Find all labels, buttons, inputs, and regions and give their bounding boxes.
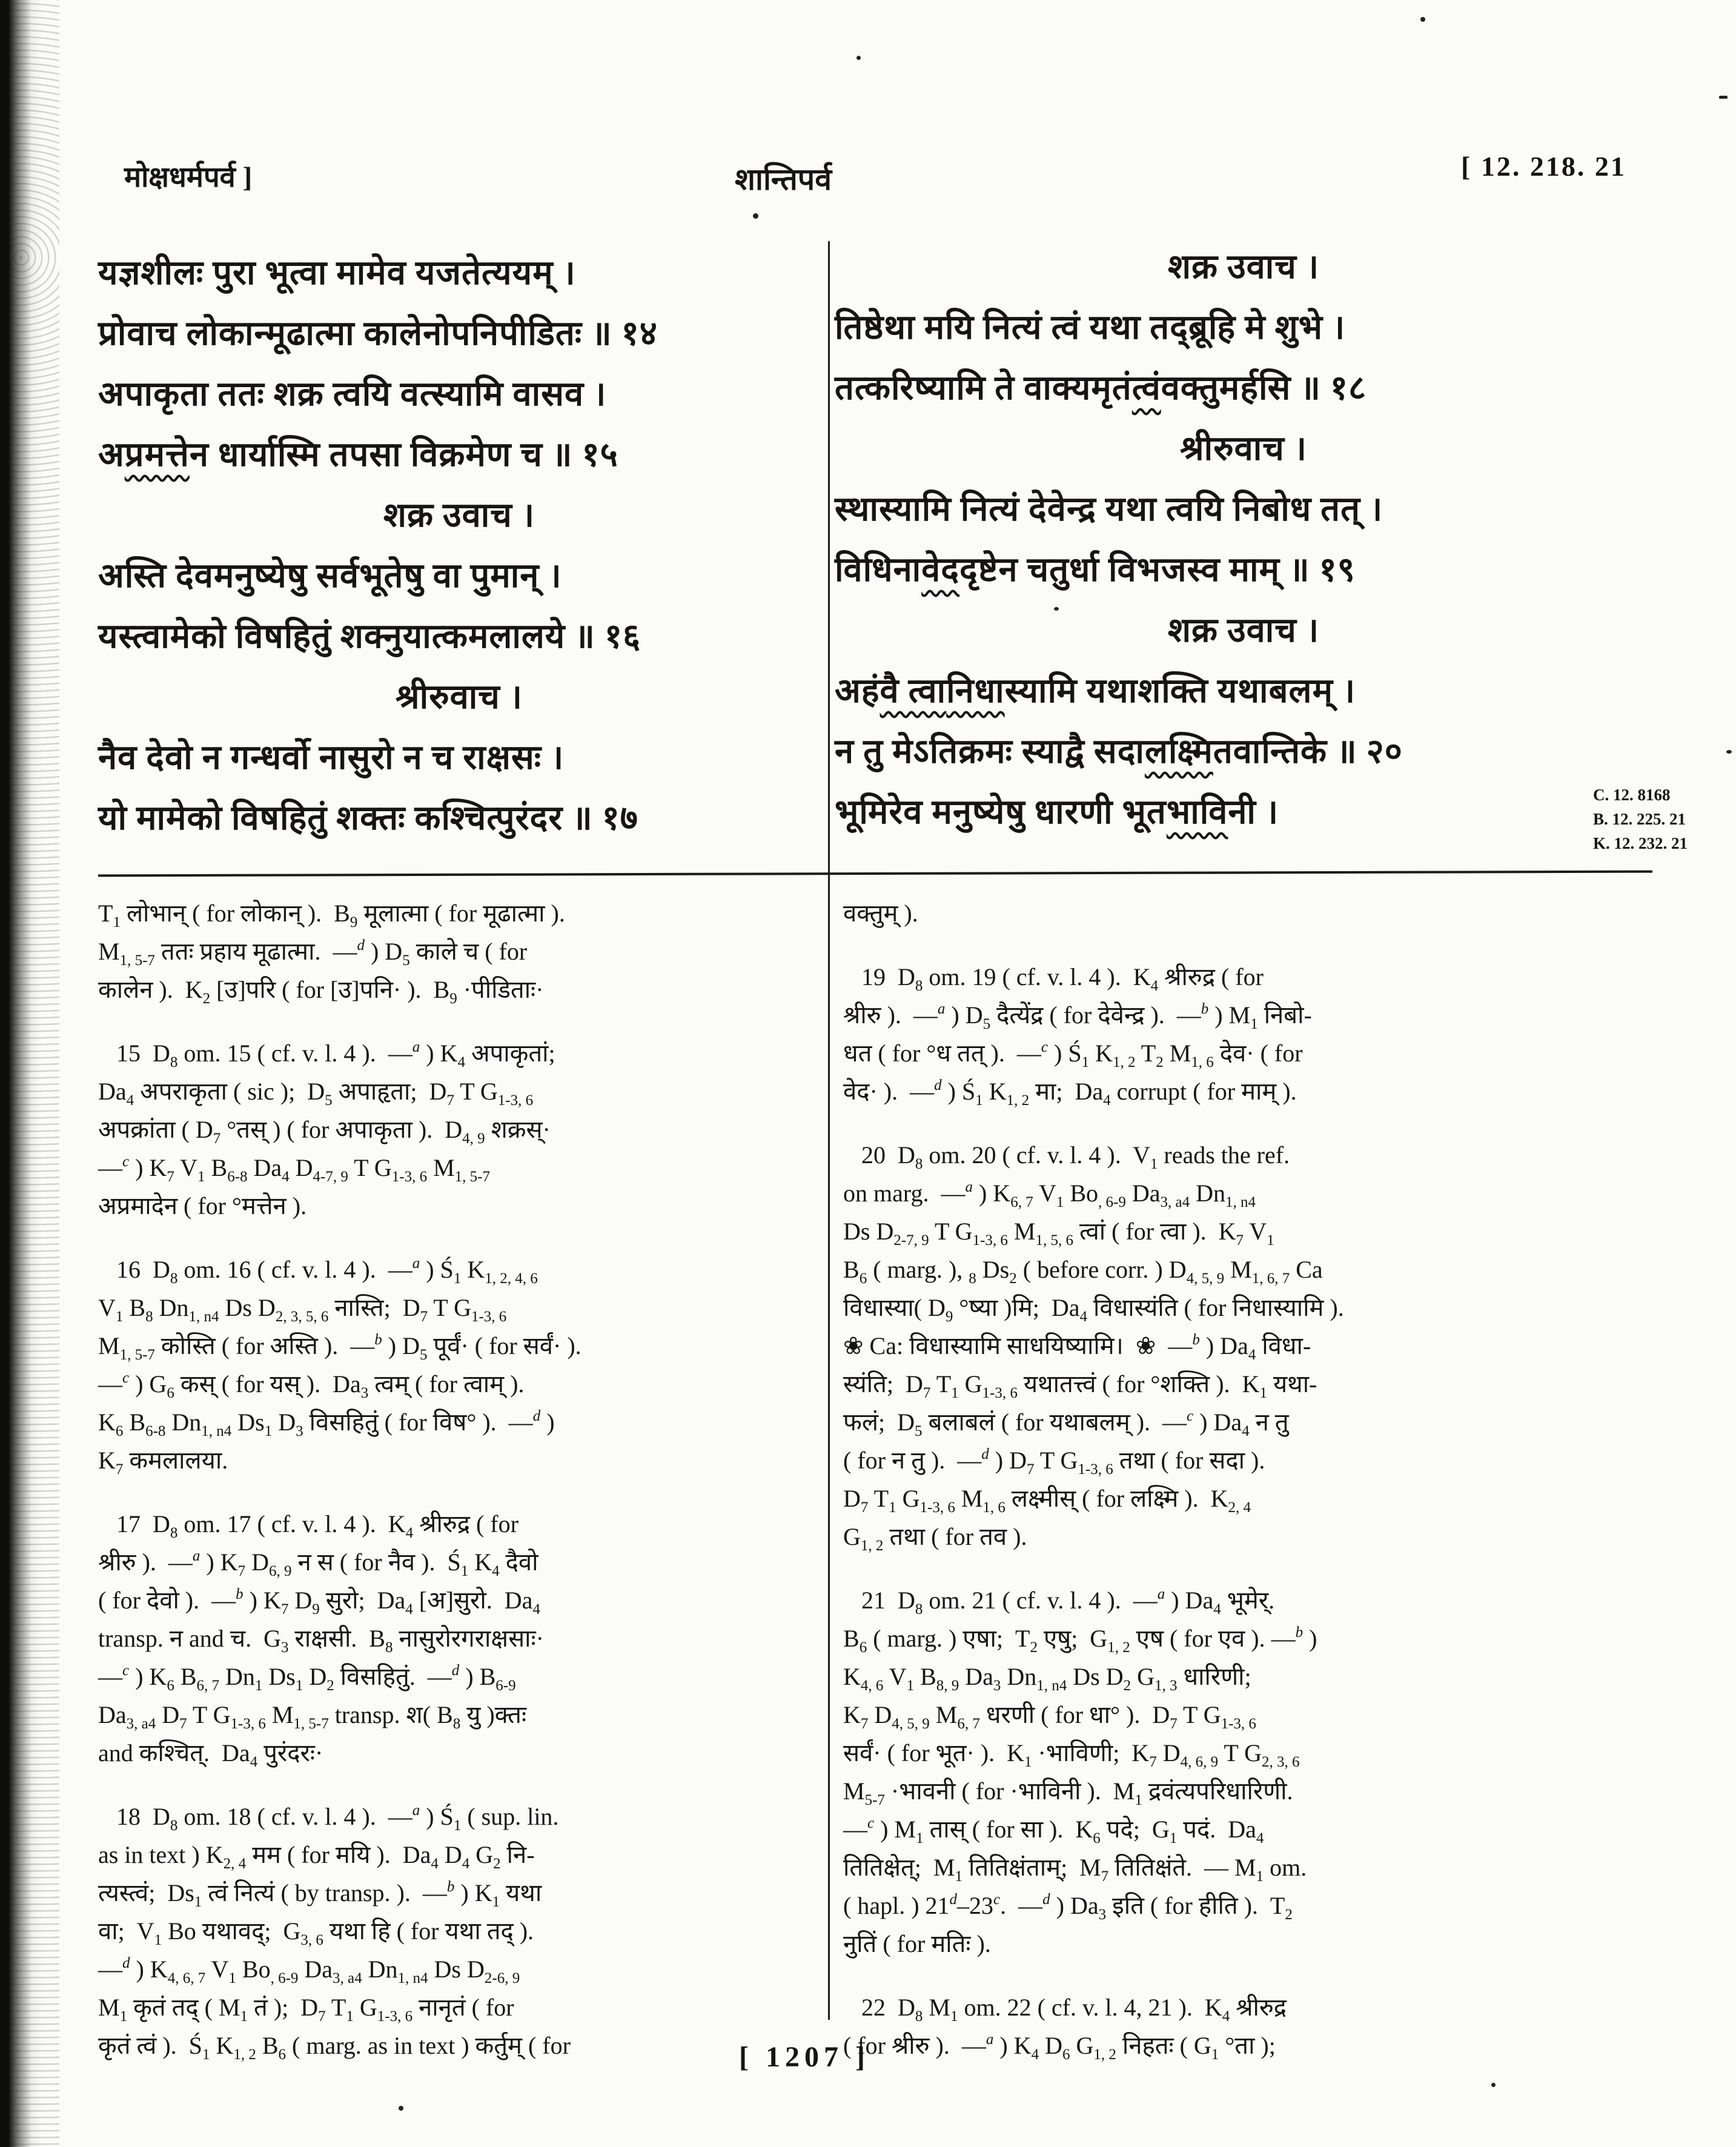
apparatus-line: $M_{1, 5-7}$ कोस्ति ( for अस्ति ). —$^b$ ) $D_5$ पूर्वं· ( for सर्वं· ). xyxy=(98,1332,581,1363)
apparatus-line: ( for न तु ). —$^d$ ) $D_7$ T $G_{1-3, 6}$ तथा ( for सदा ). xyxy=(843,1446,1265,1478)
apparatus-note xyxy=(843,894,1652,932)
apparatus-line: श्रीरु ). —$^a$ ) $K_7$ $D_{6, 9}$ न स ( for नैव ). $Ś_1$ $K_4$ दैवो xyxy=(98,1548,538,1579)
margin-ref: C. 12. 8168 xyxy=(1593,786,1671,804)
scan-speck xyxy=(753,213,758,219)
verse-line xyxy=(98,362,820,423)
apparatus-line: स्यंति; $D_7$ $T_1$ $G_{1-3, 6}$ यथातत्त्वं ( for °शक्ति ). $K_1$ यथा- xyxy=(843,1370,1317,1401)
apparatus-line: 19 $D_8$ om. 19 ( cf. v. l. 4 ). $K_4$ श्रीरुद्र ( for xyxy=(843,963,1264,994)
apparatus-line: as in text ) $K_{2, 4}$ मम ( for मयि ). $Da_4$ $D_4$ $G_2$ नि- xyxy=(98,1841,535,1872)
apparatus-line: $M_{5-7}$ ·भावनी ( for ·भाविनी ). $M_1$ द्रवंत्यपरिधारिणी. xyxy=(843,1777,1293,1808)
verse-text: श्रीरुवाच । xyxy=(395,679,523,716)
apparatus-note xyxy=(843,1581,1652,1963)
apparatus-line: —$^c$ ) $G_6$ कस् ( for यस् ). $Da_3$ त्वम् ( for त्वाम् ). xyxy=(98,1370,525,1401)
verse-line xyxy=(98,726,820,786)
verse-text: स्थास्यामि नित्यं देवेन्द्र यथा त्वयि निबोध तत् । xyxy=(835,491,1383,528)
apparatus-line: transp. न and च. $G_3$ राक्षसी. $B_8$ नासुरोरगराक्षसाः· xyxy=(98,1625,544,1656)
margin-ref: B. 12. 225. 21 xyxy=(1593,810,1686,828)
apparatus-line: कृतं त्वं ). $Ś_1$ $K_{1, 2}$ $B_6$ ( marg. as in text ) कर्तुम् ( for xyxy=(98,2032,571,2063)
apparatus-line: 22 $D_8$ $M_1$ om. 22 ( cf. v. l. 4, 21 ). $K_4$ श्रीरुद्र xyxy=(843,1994,1287,2025)
apparatus-line: Ds $D_{2-7, 9}$ T $G_{1-3, 6}$ $M_{1, 5, 6}$ त्वां ( for त्वा ). $K_7$ $V_1$ xyxy=(843,1218,1274,1249)
verse-text: शक्र उवाच । xyxy=(383,497,535,534)
apparatus-line: $B_6$ ( marg. ) एषा; $T_2$ एषु; $G_{1, 2}$ एष ( for एव ). —$^b$ ) xyxy=(843,1624,1317,1656)
verse-column-right xyxy=(835,235,1652,841)
verse-line xyxy=(98,302,820,362)
apparatus-line: $Da_{3, a4}$ $D_7$ T $G_{1-3, 6}$ $M_{1, 5-7}$ transp. श( $B_8$ यु )क्तः xyxy=(98,1701,527,1732)
apparatus-line: 16 $D_8$ om. 16 ( cf. v. l. 4 ). —$^a$ ) $Ś_1$ $K_{1, 2, 4, 6}$ xyxy=(98,1255,538,1287)
apparatus-line: श्रीरु ). —$^a$ ) $D_5$ दैत्येंद्र ( for देवेन्द्र ). —$^b$ ) $M_1$ निबो- xyxy=(843,1001,1312,1032)
speech-heading xyxy=(98,665,820,726)
apparatus-line: वक्तुम् ). xyxy=(843,900,918,927)
apparatus-line: विधास्या( $D_9$ °ष्या )मि; $Da_4$ विधास्यंति ( for निधास्यामि ). xyxy=(843,1294,1344,1325)
verse-text: यस्त्वामेको विषहितुं शक्नुयात्कमलालये ॥ १६ xyxy=(98,618,641,655)
apparatus-line: 18 $D_8$ om. 18 ( cf. v. l. 4 ). —$^a$ ) $Ś_1$ ( sup. lin. xyxy=(98,1802,559,1834)
apparatus-line: $G_{1, 2}$ तथा ( for तव ). xyxy=(843,1523,1027,1554)
speech-heading xyxy=(98,483,820,544)
verse-text: प्रोवाच लोकान्मूढात्मा कालेनोपनिपीडितः ॥ १४ xyxy=(98,315,658,353)
apparatus-line: —$^c$ ) $K_7$ $V_1$ $B_{6-8}$ $Da_4$ $D_{4-7, 9}$ T $G_{1-3, 6}$ $M_{1, 5-7}$ xyxy=(98,1153,490,1185)
verse-text: यो मामेको विषहितुं शक्तः कश्चित्पुरंदर ॥ १७ xyxy=(98,800,638,837)
apparatus-line: $V_1$ $B_8$ $Dn_{1, n4}$ Ds $D_{2, 3, 5, 6}$ नास्ति; $D_7$ T $G_{1-3, 6}$ xyxy=(98,1294,507,1325)
verse-text: तत्करिष्यामि ते वाक्यमृतं xyxy=(835,370,1132,407)
scan-speck xyxy=(1726,750,1732,754)
verse-text: नी । xyxy=(1228,794,1279,831)
apparatus-column-left xyxy=(98,894,823,2065)
verse-text: शक्र उवाच । xyxy=(1167,612,1320,649)
apparatus-line: —$^d$ ) $K_{4, 6, 7}$ $V_1$ $Bo_{, 6-9}$ $Da_{3, a4}$ $Dn_{1, n4}$ Ds $D_{2-6, 9}$ xyxy=(98,1955,520,1986)
verse-text: स्यामि यथाशक्ति यथाबलम् । xyxy=(1004,672,1356,710)
apparatus-line: त्यस्त्वं; $Ds_1$ त्वं नित्यं ( by transp. ). —$^b$ ) $K_1$ यथा xyxy=(98,1879,542,1910)
apparatus-line: $B_6$ ( marg. ), $_8$ $Ds_2$ ( before corr. ) $D_{4, 5, 9}$ $M_{1, 6, 7}$ Ca xyxy=(843,1256,1323,1287)
apparatus-line: $K_6$ $B_{6-8}$ $Dn_{1, n4}$ $Ds_1$ $D_3$ विसहितुं ( for विष° ). —$^d$ ) xyxy=(98,1408,555,1439)
uncertain-reading: वेद xyxy=(921,551,960,589)
verse-line xyxy=(835,477,1652,538)
verse-line xyxy=(98,605,820,665)
verse-text: वक्तुमर्हसि ॥ १८ xyxy=(1161,370,1367,407)
scan-speck xyxy=(1491,2083,1496,2087)
apparatus-line: $K_7$ $D_{4, 5, 9}$ $M_{6, 7}$ धरणी ( for धा° ). $D_7$ T $G_{1-3, 6}$ xyxy=(843,1701,1256,1732)
verse-text: तिष्ठेथा मयि नित्यं त्वं यथा तद्ब्रूहि मे शुभे । xyxy=(835,309,1346,347)
apparatus-line: 21 $D_8$ om. 21 ( cf. v. l. 4 ). —$^a$ ) $Da_4$ भूमेर्. xyxy=(843,1586,1275,1618)
apparatus-line: $K_7$ कमलालया. xyxy=(98,1447,228,1478)
verse-text: विधिना xyxy=(835,551,922,589)
verse-line xyxy=(835,356,1652,417)
uncertain-reading: प्रमत्ते xyxy=(124,436,190,474)
verse-text: अस्ति देवमनुष्येषु सर्वभूतेषु वा पुमान् । xyxy=(98,557,562,595)
verse-line xyxy=(98,544,820,605)
verse-text: यज्ञशीलः पुरा भूत्वा मामेव यजतेत्ययम् । xyxy=(98,254,576,292)
verse-column-left xyxy=(98,241,820,847)
apparatus-separator-rule xyxy=(98,871,1652,877)
apparatus-note xyxy=(843,1988,1652,2065)
apparatus-note xyxy=(98,1250,823,1479)
apparatus-note xyxy=(843,958,1652,1110)
apparatus-line: 20 $D_8$ om. 20 ( cf. v. l. 4 ). $V_1$ reads the ref. xyxy=(843,1141,1290,1172)
scan-speck xyxy=(856,56,861,60)
verse-line xyxy=(835,780,1652,841)
apparatus-note xyxy=(98,1505,823,1772)
apparatus-note xyxy=(843,1136,1652,1556)
apparatus-line: नुतिं ( for मतिः ). xyxy=(843,1930,991,1957)
page-title: शान्तिपर्व xyxy=(735,162,832,196)
verse-text: अपाकृता ततः शक्र त्वयि वत्स्यामि वासव । xyxy=(98,376,607,413)
verse-line xyxy=(835,296,1652,356)
verse-line xyxy=(835,659,1652,720)
apparatus-line: $Da_4$ अपराकृता ( sic ); $D_5$ अपाहृता; $D_7$ T $G_{1-3, 6}$ xyxy=(98,1078,534,1109)
verse-line xyxy=(835,538,1652,599)
apparatus-line: अपक्रांता ( $D_7$ °तस् ) ( for अपाकृता ). $D_{4, 9}$ शक्रस्· xyxy=(98,1116,551,1147)
speech-heading xyxy=(835,235,1652,296)
verse-text: न धार्यास्मि तपसा विक्रमेण च ॥ १५ xyxy=(189,436,618,474)
apparatus-line: सर्वं· ( for भूत· ). $K_1$ ·भाविणी; $K_7$ $D_{4, 6, 9}$ T $G_{2, 3, 6}$ xyxy=(843,1739,1300,1770)
apparatus-line: $K_{4, 6}$ $V_1$ $B_{8, 9}$ $Da_3$ $Dn_{1, n4}$ Ds $D_2$ $G_{1, 3}$ धारिणी; xyxy=(843,1663,1251,1694)
apparatus-line: तितिक्षेत्; $M_1$ तितिक्षंताम्; $M_7$ तितिक्षंते. — $M_1$ om. xyxy=(843,1854,1307,1885)
apparatus-note xyxy=(98,1034,823,1225)
apparatus-line: and कश्चित्. $Da_4$ पुरंदरः· xyxy=(98,1739,323,1770)
apparatus-line: —$^c$ ) $M_1$ तास् ( for सा ). $K_6$ पदे; $G_1$ पदं. $Da_4$ xyxy=(843,1815,1264,1847)
verse-text: न तु मेऽतिक्रमः स्याद्वै सदा xyxy=(835,733,1145,771)
binding-shadow xyxy=(0,0,42,2147)
apparatus-line: ❀ Ca: विधास्यामि साधयिष्यामि। ❀ —$^b$ ) $Da_4$ विधा- xyxy=(843,1332,1311,1363)
apparatus-line: फलं; $D_5$ बलाबलं ( for यथाबलम् ). —$^c$ ) $Da_4$ न तु xyxy=(843,1408,1289,1439)
apparatus-line: $D_7$ $T_1$ $G_{1-3, 6}$ $M_{1, 6}$ लक्ष्मीस् ( for लक्ष्मि ). $K_{2, 4}$ xyxy=(843,1485,1251,1516)
speech-heading xyxy=(835,599,1652,659)
verse-text: अ xyxy=(98,436,125,474)
margin-references xyxy=(1593,783,1688,855)
apparatus-note xyxy=(98,894,823,1009)
margin-ref: K. 12. 232. 21 xyxy=(1593,834,1688,852)
apparatus-line: वेद· ). —$^d$ ) $Ś_1$ $K_{1, 2}$ मा; $Da_4$ corrupt ( for माम् ). xyxy=(843,1077,1297,1109)
verse-text: दृष्टेन चतुर्धा विभजस्व माम् ॥ १९ xyxy=(959,551,1356,589)
scan-speck xyxy=(1719,96,1728,99)
verse-line xyxy=(98,423,820,483)
verse-text: शक्र उवाच । xyxy=(1167,248,1320,286)
apparatus-line: on marg. —$^a$ ) $K_{6, 7}$ $V_1$ $Bo_{, 6-9}$ $Da_{3, a4}$ $Dn_{1, n4}$ xyxy=(843,1179,1256,1210)
verse-line xyxy=(835,720,1652,780)
page-number: [ 1207 ] xyxy=(739,2041,870,2073)
scan-speck xyxy=(399,2106,403,2111)
apparatus-line: $M_1$ कृतं तद् ( $M_1$ तं ); $D_7$ $T_1$ $G_{1-3, 6}$ नानृतं ( for xyxy=(98,1994,514,2025)
uncertain-reading: त्वं xyxy=(1131,370,1161,407)
verse-text: तवान्तिके ॥ २० xyxy=(1213,733,1403,771)
verse-text: नैव देवो न गन्धर्वो नासुरो न च राक्षसः । xyxy=(98,739,565,777)
apparatus-line: ( for देवो ). —$^b$ ) $K_7$ $D_9$ सुरो; $Da_4$ [अ]सुरो. $Da_4$ xyxy=(98,1586,540,1618)
apparatus-line: वा; $V_1$ Bo यथावद्; $G_{3, 6}$ यथा हि ( for यथा तद् ). xyxy=(98,1917,534,1948)
apparatus-line: 17 $D_8$ om. 17 ( cf. v. l. 4 ). $K_4$ श्रीरुद्र ( for xyxy=(98,1510,518,1541)
apparatus-column-right xyxy=(843,894,1652,2065)
verse-line xyxy=(98,786,820,847)
apparatus-line: $M_{1, 5-7}$ ततः प्रहाय मूढात्मा. —$^d$ ) $D_5$ काले च ( for xyxy=(98,937,528,969)
uncertain-reading: निधा xyxy=(946,672,1005,710)
apparatus-line: कालेन ). $K_2$ [उ]परि ( for [उ]पनि· ). $B_9$ ·पीडिताः· xyxy=(98,976,544,1007)
verse-text: श्रीरुवाच । xyxy=(1179,430,1308,468)
apparatus-line: $T_1$ लोभान् ( for लोकान् ). $B_9$ मूलात्मा ( for मूढात्मा ). xyxy=(98,900,565,931)
apparatus-line: 15 $D_8$ om. 15 ( cf. v. l. 4 ). —$^a$ ) $K_4$ अपाकृतां; xyxy=(98,1039,555,1070)
uncertain-reading: लक्ष्मि xyxy=(1144,733,1213,771)
uncertain-reading: भावि xyxy=(1166,794,1228,831)
apparatus-note xyxy=(98,1797,823,2065)
apparatus-line: धत ( for °ध तत् ). —$^c$ ) $Ś_1$ $K_{1, 2}$ $T_2$ $M_{1, 6}$ देव· ( for xyxy=(843,1039,1303,1070)
apparatus-line: अप्रमादेन ( for °मत्तेन ). xyxy=(98,1192,307,1220)
column-rule xyxy=(828,241,830,2020)
scan-speck xyxy=(1420,17,1425,22)
speech-heading xyxy=(835,417,1652,477)
uncertain-reading: वै त्वा xyxy=(880,672,947,710)
apparatus-line: ( for श्रीरु ). —$^a$ ) $K_4$ $D_6$ $G_{1, 2}$ निहतः ( $G_1$ °ता ); xyxy=(843,2031,1276,2063)
apparatus-line: —$^c$ ) $K_6$ $B_{6, 7}$ $Dn_1$ $Ds_1$ $D_2$ विसहितुं. —$^d$ ) $B_{6-9}$ xyxy=(98,1662,516,1694)
verse-line xyxy=(98,241,820,302)
verse-text: अहं xyxy=(835,672,880,710)
verse-ref: [ 12. 218. 21 xyxy=(1461,151,1626,182)
apparatus-line: ( hapl. ) 21$^d$–23$^c$. —$^d$ ) $Da_3$ इति ( for हीति ). $T_2$ xyxy=(843,1891,1293,1923)
parvan-title-left: मोक्षधर्मपर्व ] xyxy=(124,162,253,193)
verse-text: भूमिरेव मनुष्येषु धारणी भूत xyxy=(835,794,1167,831)
